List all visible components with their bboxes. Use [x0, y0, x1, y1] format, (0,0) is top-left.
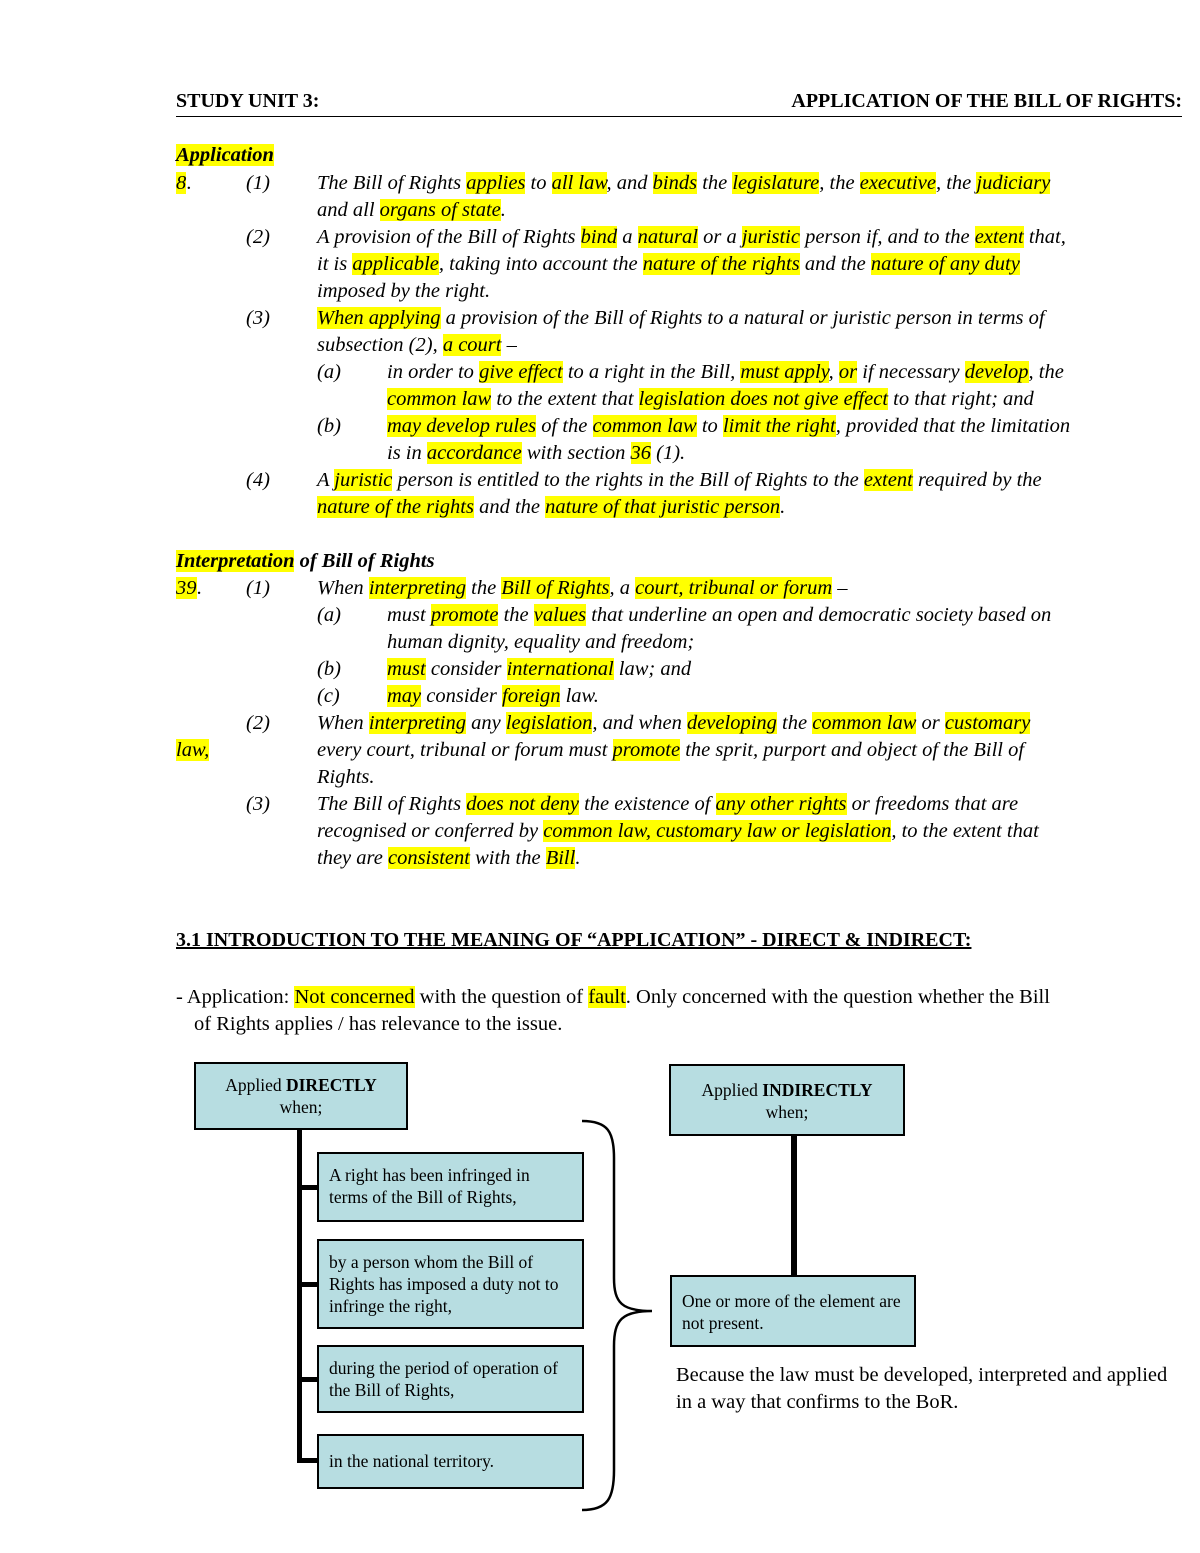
para-line1: - Application: Not concerned with the question of fault. Only concerned with the question whether the Bill	[176, 986, 1050, 1008]
sub-8-1-line1: The Bill of Rights applies to all law, and binds the legislature, the executive, the judiciary	[317, 172, 1051, 194]
sub-39-3-line3: they are consistent with the Bill.	[317, 847, 581, 869]
sub-39-1-c-line: may consider foreign law.	[387, 685, 599, 707]
sub-39-2-line2: every court, tribunal or forum must promote the sprit, purport and object of the Bill of	[317, 739, 1025, 761]
indirect-caption: Because the law must be developed, interpreted and applied in a way that confirms to the BoR.	[676, 1364, 1168, 1413]
section-39-heading: Interpretation of Bill of Rights	[176, 550, 435, 572]
condition-box-2: by a person whom the Bill of Rights has imposed a duty not to infringe the right,	[317, 1239, 584, 1329]
sub-8-3-b-num: (b)	[317, 415, 341, 437]
direct-branch-4	[297, 1458, 319, 1463]
applied-indirectly-box	[669, 1064, 905, 1136]
sub-8-2-line3: imposed by the right.	[317, 280, 491, 302]
sub-39-1-c-num: (c)	[317, 685, 340, 707]
sub-39-3-num: (3)	[246, 793, 270, 815]
sub-39-1-a-line2: human dignity, equality and freedom;	[387, 631, 695, 653]
section-8-heading: Application	[176, 144, 274, 166]
page-header	[176, 90, 1182, 117]
sub-8-3-b-line2: is in accordance with section 36 (1).	[387, 442, 686, 464]
direct-branch-3	[297, 1377, 319, 1382]
sub-8-3-line2: subsection (2), a court –	[317, 334, 517, 356]
sub-8-1-num: (1)	[246, 172, 270, 194]
curly-brace-icon	[578, 1118, 660, 1514]
sub-8-4-line1: A juristic person is entitled to the rights in the Bill of Rights to the extent required by the	[317, 469, 1042, 491]
applied-directly-label: Applied DIRECTLY	[225, 1075, 377, 1095]
sub-39-1-b-num: (b)	[317, 658, 341, 680]
sub-8-3-a-line2: common law to the extent that legislation does not give effect to that right; and	[387, 388, 1034, 410]
condition-box-3: during the period of operation of the Bill of Rights,	[317, 1345, 584, 1413]
sub-8-4-num: (4)	[246, 469, 270, 491]
indirect-result-box: One or more of the element are not present.	[670, 1275, 916, 1347]
applied-directly-when: when;	[279, 1097, 323, 1117]
sub-8-2-line2: it is applicable, taking into account the nature of the rights and the nature of any duty	[317, 253, 1020, 275]
sub-39-1-num: (1)	[246, 577, 270, 599]
sub-39-1-a-num: (a)	[317, 604, 341, 626]
sub-39-2-num: (2)	[246, 712, 270, 734]
sub-8-3-a-num: (a)	[317, 361, 341, 383]
sub-39-1-a-line1: must promote the values that underline an open and democratic society based on	[387, 604, 1052, 626]
direct-branch-2	[297, 1282, 319, 1287]
sub-8-2-num: (2)	[246, 226, 270, 248]
sub-8-3-num: (3)	[246, 307, 270, 329]
sub-8-2-line1: A provision of the Bill of Rights bind a natural or a juristic person if, and to the extent that,	[317, 226, 1066, 248]
sub-8-1-line2: and all organs of state.	[317, 199, 506, 221]
sub-39-2-wrap: law,	[176, 739, 210, 761]
sub-39-1-line1: When interpreting the Bill of Rights, a court, tribunal or forum –	[317, 577, 848, 599]
applied-directly-box	[194, 1062, 408, 1130]
condition-box-4: in the national territory.	[317, 1434, 584, 1489]
section-39-number: 39.	[176, 577, 202, 599]
section-3-1-title: 3.1 INTRODUCTION TO THE MEANING OF “APPLICATION” - DIRECT & INDIRECT:	[176, 929, 972, 951]
sub-39-3-line2: recognised or conferred by common law, customary law or legislation, to the extent that	[317, 820, 1039, 842]
condition-box-1: A right has been infringed in terms of the Bill of Rights,	[317, 1152, 584, 1222]
sub-39-1-b-line: must consider international law; and	[387, 658, 692, 680]
sub-8-3-a-line1: in order to give effect to a right in the Bill, must apply, or if necessary develop, the	[387, 361, 1064, 383]
study-unit-label: STUDY UNIT 3:	[176, 90, 320, 112]
indirect-trunk-line	[791, 1136, 797, 1276]
sub-39-3-line1: The Bill of Rights does not deny the existence of any other rights or freedoms that are	[317, 793, 1019, 815]
direct-trunk-line	[297, 1130, 302, 1462]
section-3-1-paragraph	[176, 984, 1186, 1038]
applied-indirectly-label: Applied INDIRECTLY	[701, 1080, 873, 1100]
sub-8-4-line2: nature of the rights and the nature of that juristic person.	[317, 496, 786, 518]
sub-39-2-line3: Rights.	[317, 766, 375, 788]
direct-branch-1	[297, 1185, 319, 1190]
unit-title: APPLICATION OF THE BILL OF RIGHTS:	[791, 90, 1182, 112]
sub-8-3-line1: When applying a provision of the Bill of Rights to a natural or juristic person in terms of	[317, 307, 1045, 329]
sub-8-3-b-line1: may develop rules of the common law to limit the right, provided that the limitation	[387, 415, 1071, 437]
applied-indirectly-when: when;	[765, 1102, 809, 1122]
para-line2: of Rights applies / has relevance to the issue.	[194, 1013, 563, 1035]
section-8-number: 8.	[176, 172, 192, 194]
sub-39-2-line1: When interpreting any legislation, and when developing the common law or customary	[317, 712, 1031, 734]
